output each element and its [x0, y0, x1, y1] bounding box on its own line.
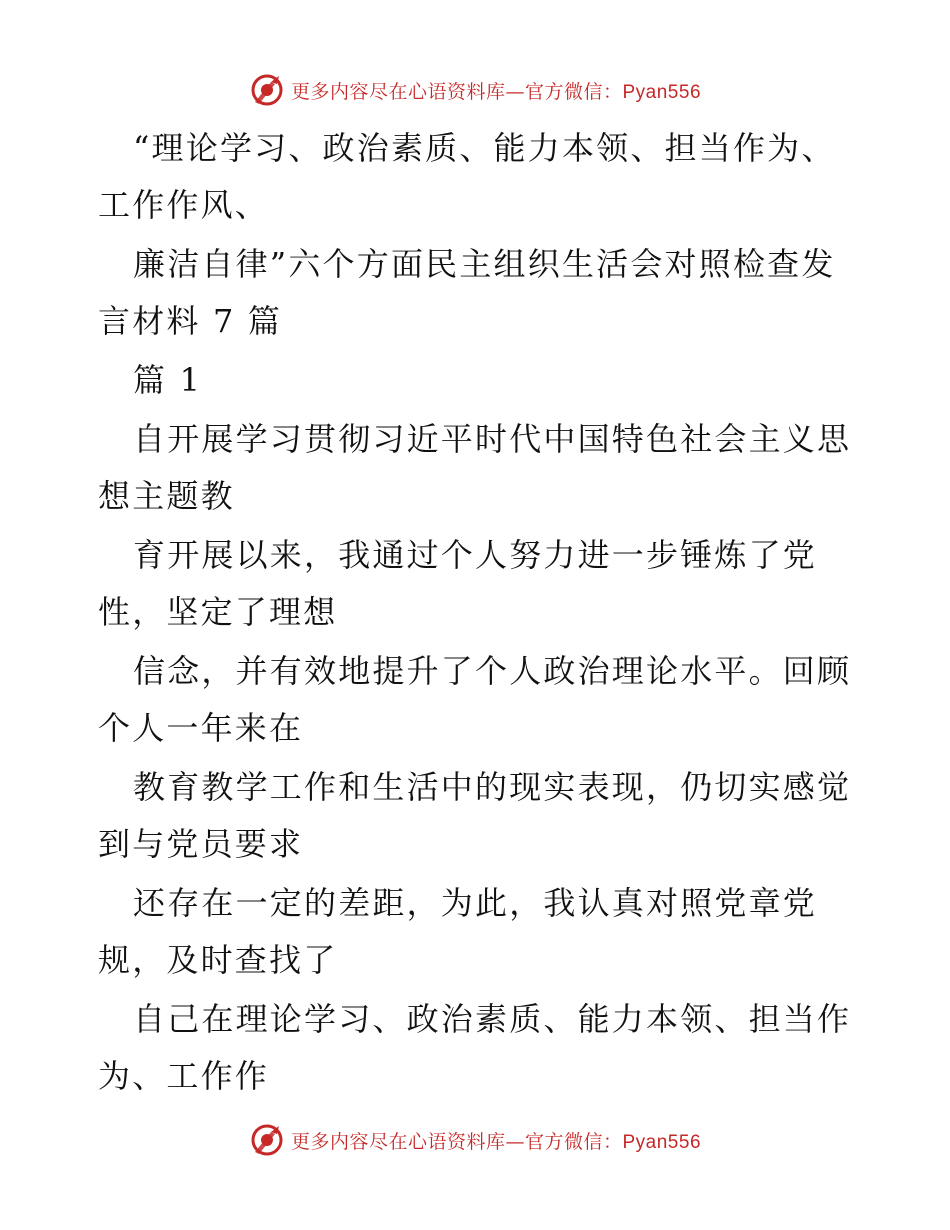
body-line-2: 想主题教 — [98, 477, 235, 515]
footer-banner — [0, 1120, 950, 1160]
footer-site-text: 更多内容尽在心语资料库 — [290, 1130, 506, 1153]
body-line-6: 个人一年来在 — [98, 709, 304, 747]
body-line-7: 教育教学工作和生活中的现实表现，仍切实感觉 — [133, 768, 852, 806]
title-line-3: 廉洁自律”六个方面民主组织生活会对照检查发 — [133, 245, 836, 283]
header-wechat-label: 官方微信： — [524, 80, 623, 103]
body-line-5: 信念，并有效地提升了个人政治理论水平。回顾 — [133, 652, 852, 690]
body-line-1: 自开展学习贯彻习近平时代中国特色社会主义思 — [133, 420, 852, 458]
body-line-11: 自己在理论学习、政治素质、能力本领、担当作 — [133, 1000, 852, 1038]
footer-wechat-label: 官方微信： — [524, 1130, 623, 1153]
body-line-9: 还存在一定的差距，为此，我认真对照党章党 — [133, 884, 818, 922]
body-line-8: 到与党员要求 — [98, 825, 304, 863]
title-line-1: “理论学习、政治素质、能力本领、担当作为、 — [133, 129, 836, 167]
footer-wechat-id: Pyan556 — [622, 1131, 702, 1153]
header-wechat-id: Pyan556 — [622, 81, 702, 103]
header-dash: — — [505, 80, 525, 103]
body-line-3: 育开展以来，我通过个人努力进一步锤炼了党 — [133, 536, 818, 574]
pen-circle-logo-icon — [249, 1122, 285, 1158]
section-heading: 篇 1 — [133, 361, 203, 399]
title-line-4: 言材料 7 篇 — [98, 302, 283, 340]
header-site-text: 更多内容尽在心语资料库 — [290, 80, 506, 103]
body-line-10: 规，及时查找了 — [98, 941, 338, 979]
header-banner-text — [291, 77, 701, 104]
body-line-12: 为、工作作 — [98, 1057, 270, 1095]
footer-dash: — — [505, 1130, 525, 1153]
body-line-4: 性，坚定了理想 — [98, 593, 338, 631]
footer-banner-text — [291, 1127, 701, 1154]
pen-circle-logo-icon — [249, 72, 285, 108]
header-banner — [0, 70, 950, 110]
title-line-2: 工作作风、 — [98, 186, 270, 224]
